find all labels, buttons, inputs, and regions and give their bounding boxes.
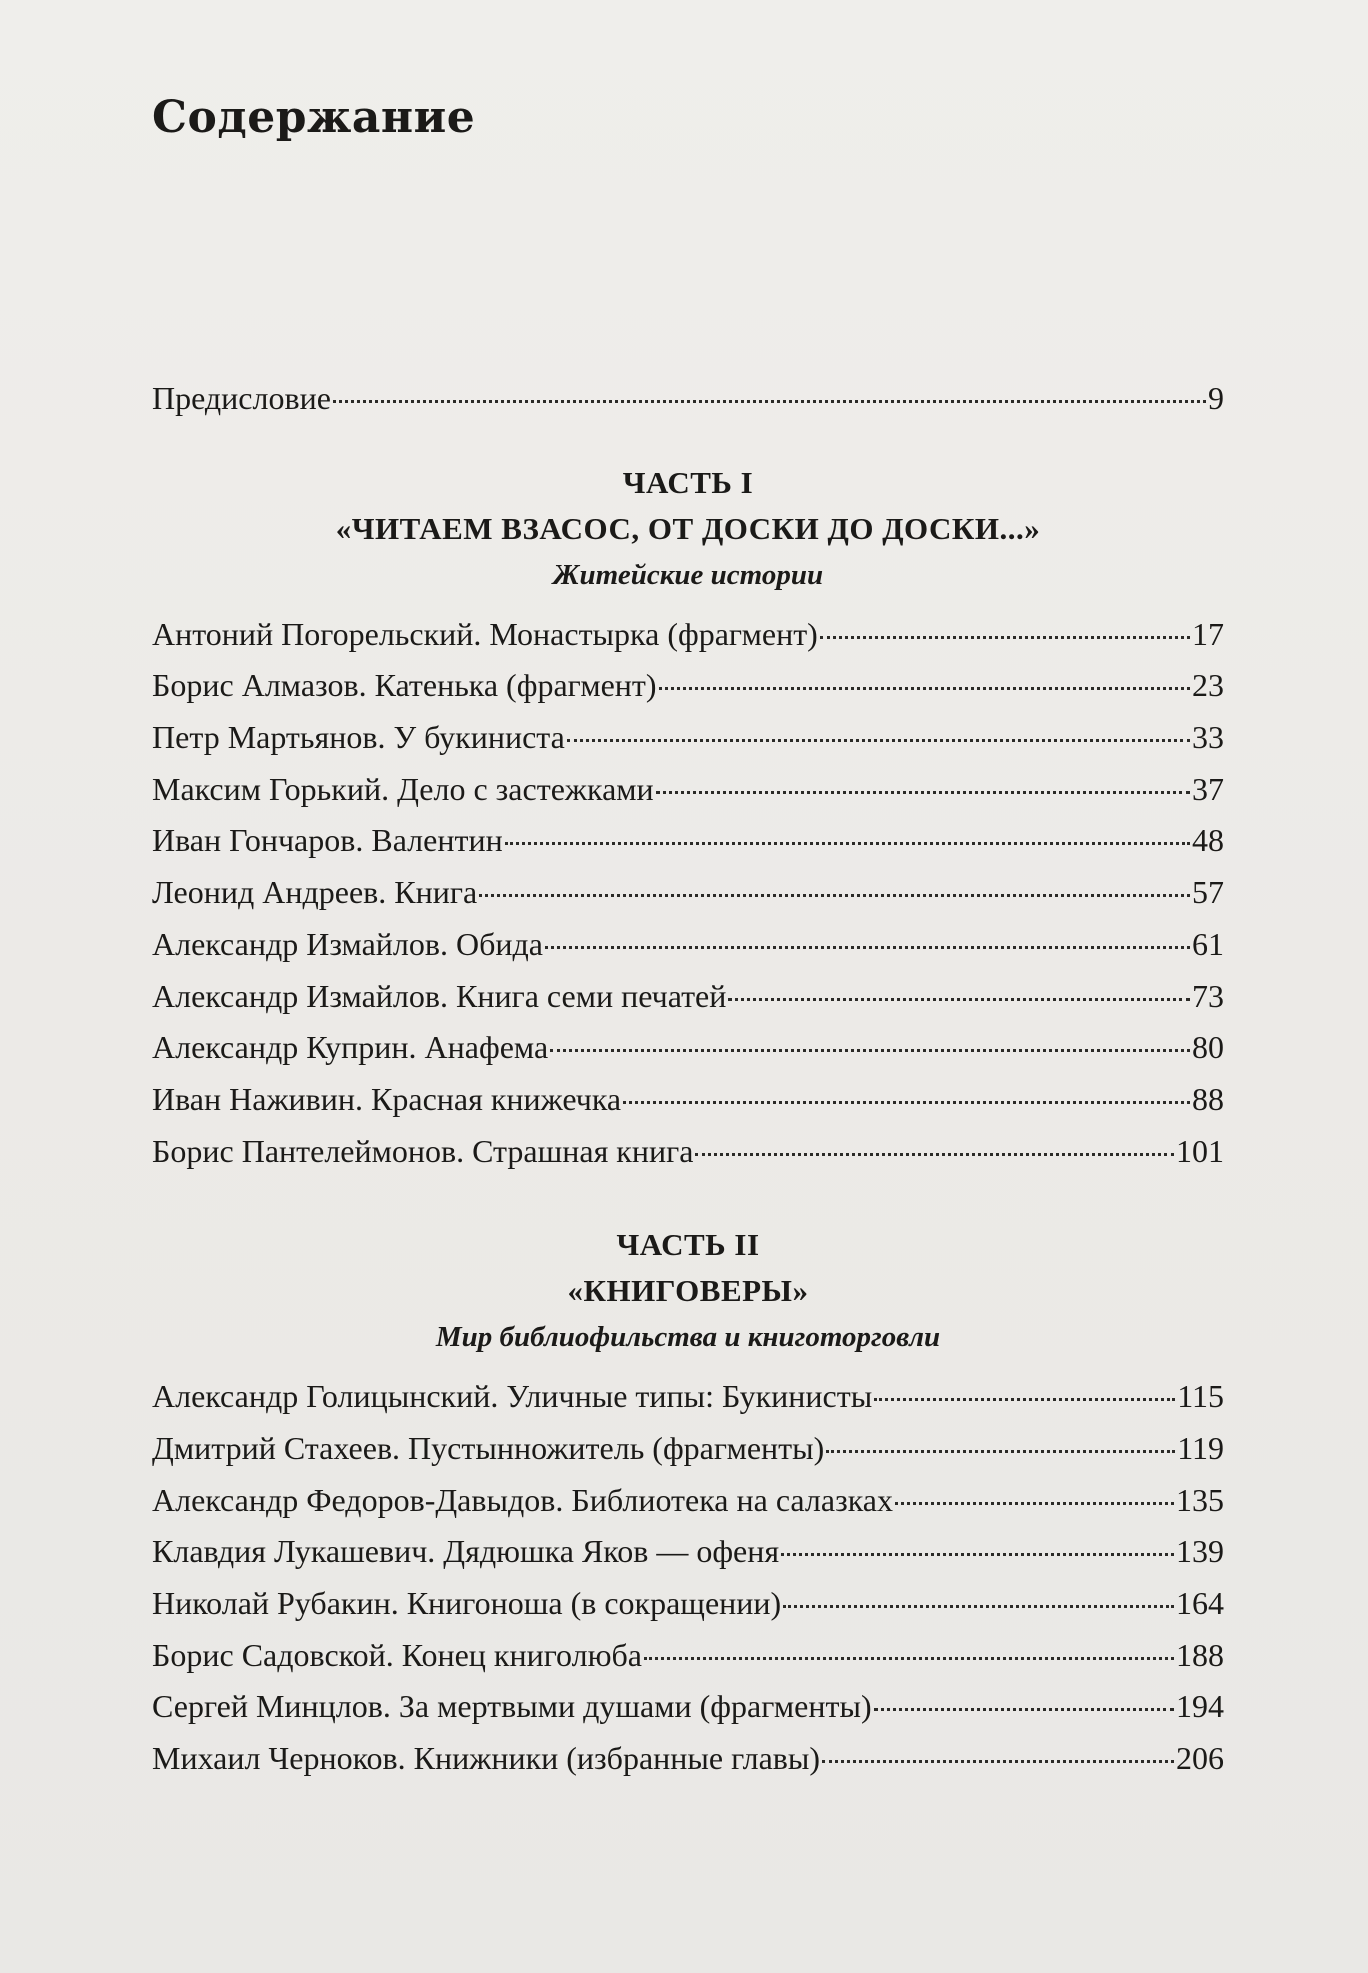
toc-entry-title: Борис Алмазов. Катенька (фрагмент) <box>152 667 657 704</box>
toc-entry-page: 37 <box>1192 770 1224 807</box>
part-subtitle: Мир библиофильства и книготорговли <box>435 1321 941 1354</box>
part-2-header <box>152 1222 1224 1360</box>
dot-leader <box>545 946 1190 949</box>
toc-entry <box>152 616 1224 668</box>
toc-entry-title: Клавдия Лукашевич. Дядюшка Яков — офеня <box>152 1533 780 1570</box>
dot-leader <box>659 687 1190 690</box>
toc-entry <box>152 1688 1224 1740</box>
toc-entry <box>152 978 1224 1030</box>
toc-entry-title: Иван Гончаров. Валентин <box>152 822 503 859</box>
part-title: «КНИГОВЕРЫ» <box>567 1273 809 1309</box>
part-title: «ЧИТАЕМ ВЗАСОС, ОТ ДОСКИ ДО ДОСКИ...» <box>335 510 1041 546</box>
toc-entry-page: 9 <box>1208 380 1224 416</box>
toc-entry <box>152 667 1224 719</box>
toc-entry <box>152 1585 1224 1637</box>
toc-entry-page: 101 <box>1176 1132 1224 1169</box>
toc-entry-page: 188 <box>1176 1636 1224 1673</box>
part-1-header <box>152 460 1224 598</box>
part-label: ЧАСТЬ II <box>616 1227 760 1263</box>
toc-entry-title: Леонид Андреев. Книга <box>152 874 478 911</box>
toc-entry-page: 88 <box>1192 1080 1224 1117</box>
dot-leader <box>895 1502 1174 1505</box>
toc-entry-page: 61 <box>1192 925 1224 962</box>
toc-entry <box>152 719 1224 771</box>
toc-entry-page: 17 <box>1192 615 1224 652</box>
toc-entry-title: Антоний Погорельский. Монастырка (фрагмент) <box>152 615 818 652</box>
toc-entry-page: 57 <box>1192 874 1224 911</box>
toc-entry <box>152 1533 1224 1585</box>
dot-leader <box>656 791 1190 794</box>
dot-leader <box>644 1657 1174 1660</box>
part-label: ЧАСТЬ I <box>622 464 754 500</box>
part-2-entries <box>152 1378 1224 1792</box>
toc-entry <box>152 1081 1224 1133</box>
dot-leader <box>333 400 1206 403</box>
dot-leader <box>550 1049 1190 1052</box>
toc-entry <box>152 1482 1224 1534</box>
toc-entry <box>152 1740 1224 1792</box>
toc-entry <box>152 1133 1224 1185</box>
part-subtitle: Житейские истории <box>552 558 824 591</box>
toc-entry <box>152 1378 1224 1430</box>
dot-leader <box>822 1760 1174 1763</box>
dot-leader <box>505 842 1190 845</box>
toc-entry-page: 80 <box>1192 1029 1224 1066</box>
dot-leader <box>567 739 1190 742</box>
toc-entry <box>152 874 1224 926</box>
toc-entry-title: Николай Рубакин. Книгоноша (в сокращении) <box>152 1585 782 1621</box>
toc-entry-title: Максим Горький. Дело с застежками <box>152 770 654 807</box>
dot-leader <box>781 1553 1174 1556</box>
toc-entry-title: Александр Куприн. Анафема <box>152 1029 549 1066</box>
toc-entry-page: 115 <box>1177 1378 1224 1415</box>
toc-entry-title: Александр Измайлов. Обида <box>152 925 543 962</box>
toc-entry-title: Сергей Минцлов. За мертвыми душами (фрагменты) <box>152 1688 872 1725</box>
dot-leader <box>874 1708 1174 1711</box>
dot-leader <box>695 1153 1174 1156</box>
dot-leader <box>783 1605 1174 1608</box>
toc-entry-page: 48 <box>1192 822 1224 859</box>
toc-entry-page: 119 <box>1177 1429 1224 1466</box>
toc-entry-page: 73 <box>1192 977 1224 1014</box>
toc-entry-title: Дмитрий Стахеев. Пустынножитель (фрагменты) <box>152 1429 825 1466</box>
toc-entry-title: Иван Наживин. Красная книжечка <box>152 1080 622 1117</box>
toc-entry-title: Александр Федоров-Давыдов. Библиотека на салазках <box>152 1481 893 1518</box>
toc-entry-title: Борис Пантелеймонов. Страшная книга <box>152 1132 694 1169</box>
dot-leader <box>623 1101 1190 1104</box>
toc-entry-title: Александр Голицынский. Уличные типы: Букинисты <box>152 1378 873 1415</box>
toc-entry-page: 23 <box>1192 667 1224 704</box>
toc-entry-title: Петр Мартьянов. У букиниста <box>152 719 565 756</box>
toc-entry-page: 33 <box>1192 719 1224 756</box>
toc-entry-title: Предисловие <box>152 380 331 416</box>
part-1-entries <box>152 616 1224 1185</box>
dot-leader <box>728 998 1190 1001</box>
dot-leader <box>479 894 1190 897</box>
dot-leader <box>874 1398 1175 1401</box>
toc-entry-title: Александр Измайлов. Книга семи печатей <box>152 977 727 1014</box>
toc-entry-preface <box>152 380 1224 432</box>
toc-entry-page: 194 <box>1176 1688 1224 1725</box>
toc-entry-page: 135 <box>1176 1481 1224 1518</box>
dot-leader <box>826 1450 1175 1453</box>
toc-entry-page: 139 <box>1176 1533 1224 1570</box>
toc-entry <box>152 1029 1224 1081</box>
toc-entry-page: 164 <box>1176 1585 1224 1621</box>
page-title: Содержание <box>152 92 476 143</box>
dot-leader <box>820 636 1190 639</box>
toc-entry-page: 206 <box>1176 1740 1224 1777</box>
toc-entry-title: Михаил Черноков. Книжники (избранные главы) <box>152 1740 821 1777</box>
toc-entry <box>152 1430 1224 1482</box>
toc-entry <box>152 822 1224 874</box>
table-of-contents <box>152 380 1224 1792</box>
toc-entry <box>152 771 1224 823</box>
toc-entry <box>152 1637 1224 1689</box>
toc-entry <box>152 926 1224 978</box>
toc-entry-title: Борис Садовской. Конец книголюба <box>152 1636 642 1673</box>
